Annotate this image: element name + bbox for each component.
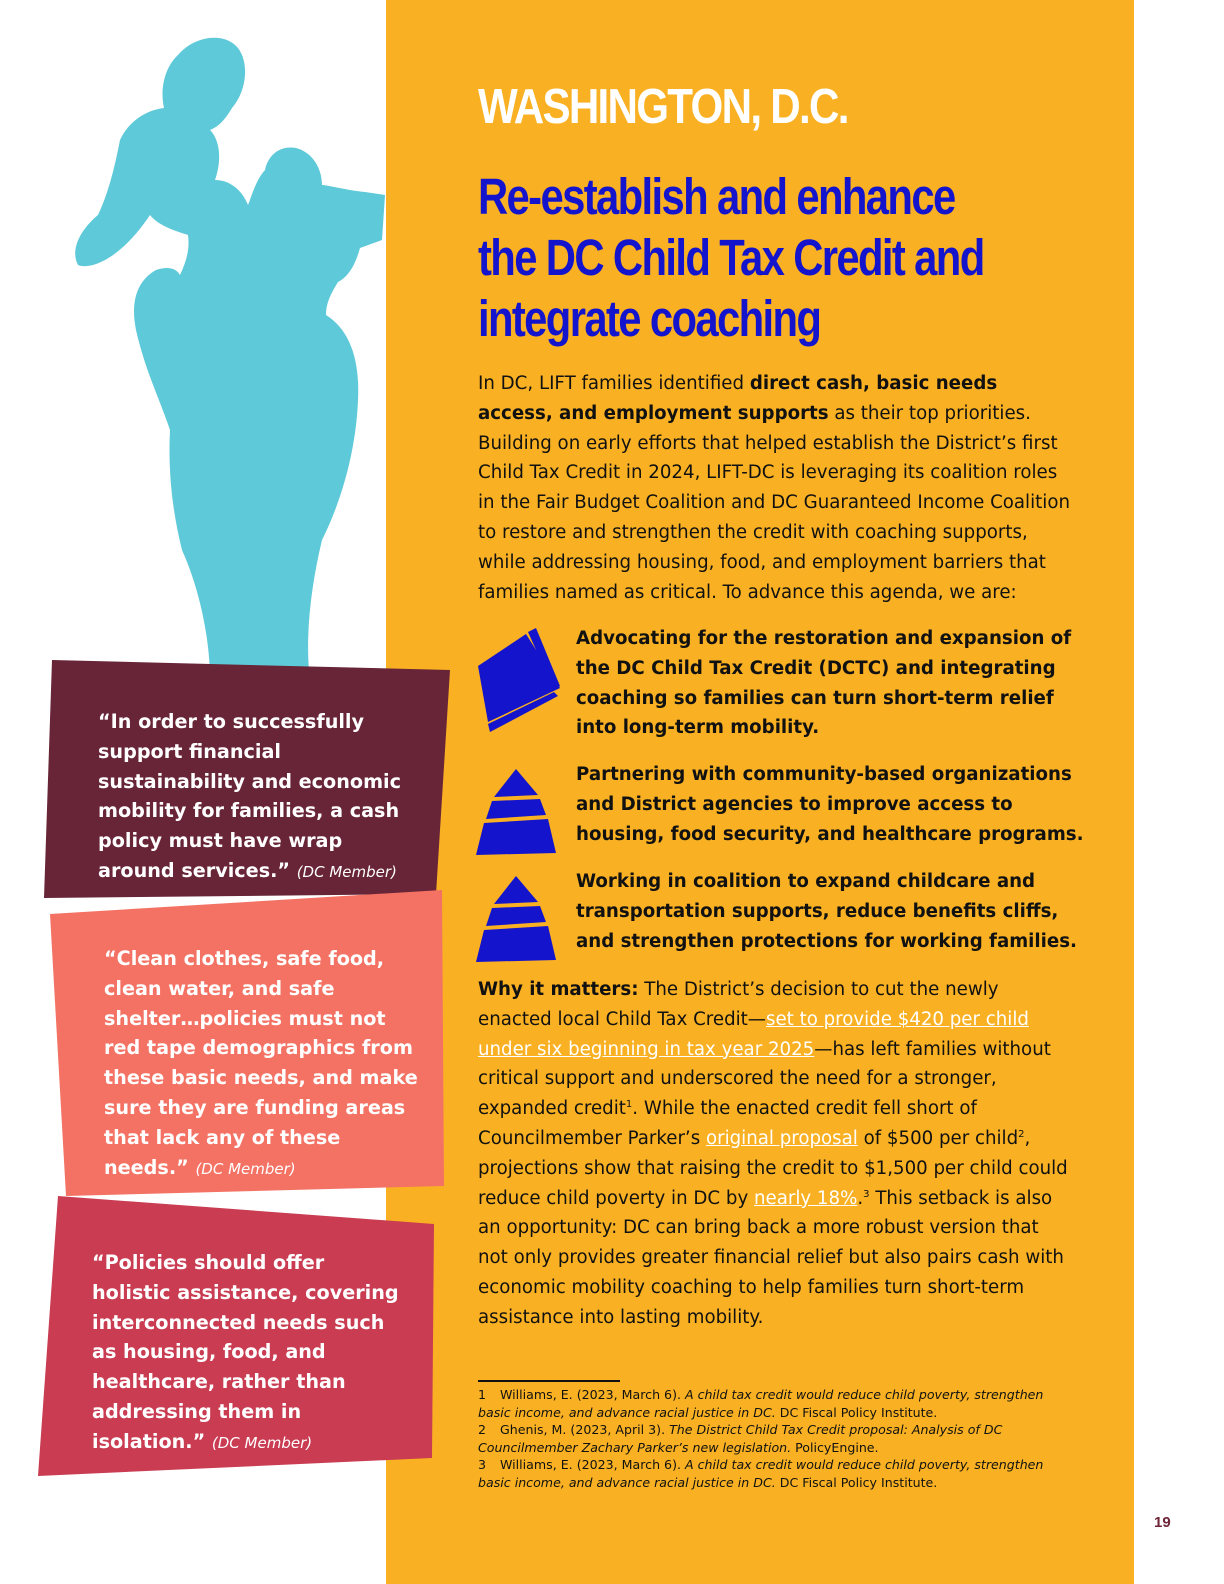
footnote-title: A child tax credit would reduce child poverty, strengthen basic income, and advance racial justice in DC. xyxy=(478,1387,1044,1420)
why-text: of $500 per child xyxy=(857,1127,1019,1149)
intro-text: In DC, LIFT families identified xyxy=(478,373,750,394)
intro-paragraph xyxy=(478,369,1074,607)
headline-line: integrate coaching xyxy=(478,290,821,347)
page-number: 19 xyxy=(1154,1514,1171,1531)
footnote xyxy=(478,1421,1078,1456)
why-text: , projections show that raising the credit to $1,500 per child could reduce child poverty in DC by xyxy=(478,1127,1068,1209)
tax-credit-link[interactable]: set to provide $420 per child under six beginning in tax year 2025 xyxy=(478,1008,1029,1060)
quote-body: “Policies should offer holistic assistance, covering interconnected needs such as housing, food, and healthcare, rather than addressing them in isolation.” xyxy=(92,1251,399,1453)
why-it-matters-paragraph xyxy=(478,975,1074,1333)
footnote-title: A child tax credit would reduce child poverty, strengthen basic income, and advance racial justice in DC. xyxy=(478,1457,1044,1490)
headline xyxy=(478,166,986,349)
quote-box xyxy=(36,1194,440,1478)
quote-text xyxy=(92,1248,400,1459)
quote-body: “In order to successfully support financial sustainability and economic mobility for families, a cash policy must have wrap around services.” xyxy=(98,710,402,882)
nearly-18-percent-link[interactable]: nearly 18% xyxy=(753,1187,858,1209)
region-title: WASHINGTON, D.C. xyxy=(478,80,848,134)
headline-line: the DC Child Tax Credit and xyxy=(478,229,984,286)
pyramid-icon xyxy=(474,760,562,868)
quote-box xyxy=(40,658,454,900)
footnote-source: PolicyEngine. xyxy=(791,1439,879,1455)
footnote-source: DC Fiscal Policy Institute. xyxy=(775,1474,938,1490)
footnote xyxy=(478,1456,1078,1491)
footnote-divider xyxy=(478,1380,620,1382)
parent-lifting-child-silhouette xyxy=(60,30,390,680)
intro-bold: direct cash, basic needs access, and employment supports xyxy=(478,373,998,424)
why-text: . xyxy=(857,1187,864,1209)
quote-attribution: (DC Member) xyxy=(211,1433,313,1452)
intro-text: as their top priorities. Building on early efforts that helped establish the District’s first Child Tax Credit in 2024, LIFT-DC is leveraging its coalition roles in the Fair Budget Coalition and DC Guaranteed Income Coalition to restore and strengthen the credit with coaching supports, while addressing housing, food, and employment barriers that families named as critical. To advance this agenda, we are: xyxy=(478,402,1070,603)
bullet-text: Partnering with community-based organizations and District agencies to improve access to housing, food security, and healthcare programs. xyxy=(576,764,1084,845)
footnote-author: Williams, E. (2023, March 6). xyxy=(500,1387,685,1402)
footnote xyxy=(478,1386,1078,1421)
quote-attribution: (DC Member) xyxy=(296,862,397,881)
footnote-number: 2 xyxy=(478,1422,487,1438)
headline-line: Re-establish and enhance xyxy=(478,168,955,225)
pyramid-icon xyxy=(474,867,562,975)
quote-text xyxy=(98,707,418,888)
footnote-number: 1 xyxy=(478,1387,487,1402)
footnote-number: 3 xyxy=(478,1457,487,1473)
quote-text xyxy=(104,944,424,1184)
original-proposal-link[interactable]: original proposal xyxy=(705,1127,858,1149)
footnote-author: Williams, E. (2023, March 6). xyxy=(500,1457,685,1473)
quote-box xyxy=(46,888,450,1198)
book-icon xyxy=(474,624,562,732)
why-text: This setback is also an opportunity: DC can bring back a more robust version that not only provides greater financial relief but also pairs cash with economic mobility coaching to help families turn short-term assistance into lasting mobility. xyxy=(478,1187,1064,1328)
footnote-source: DC Fiscal Policy Institute. xyxy=(775,1404,938,1420)
footnote-author: Ghenis, M. (2023, April 3). xyxy=(500,1422,670,1438)
why-text: —has left families without critical support and underscored the need for a stronger, expanded credit xyxy=(478,1038,1051,1120)
bullet-text: Working in coalition to expand childcare and transportation supports, reduce benefits cliffs, and strengthen protections for working families. xyxy=(576,871,1077,952)
footnote-ref: 3 xyxy=(863,1188,870,1200)
why-text: . While the enacted credit fell short of Councilmember Parker’s xyxy=(478,1098,977,1149)
footnotes xyxy=(478,1386,1078,1492)
quote-body: “Clean clothes, safe food, clean water, and safe shelter…policies must not red tape demographics from these basic needs, and make sure they are funding areas that lack any of these needs.” xyxy=(104,947,418,1179)
footnote-ref: 1 xyxy=(625,1099,633,1111)
why-label: Why it matters: xyxy=(478,979,639,1000)
why-text: The District’s decision to cut the newly enacted local Child Tax Credit— xyxy=(478,979,999,1030)
footnote-title: The District Child Tax Credit proposal: Analysis of DC Councilmember Zachary Parker’s new legislation. xyxy=(478,1422,1003,1455)
quote-attribution: (DC Member) xyxy=(195,1159,296,1178)
footnote-ref: 2 xyxy=(1018,1128,1025,1140)
bullet-text: Advocating for the restoration and expansion of the DC Child Tax Credit (DCTC) and integrating coaching so families can turn short-term relief into long-term mobility. xyxy=(576,628,1072,739)
